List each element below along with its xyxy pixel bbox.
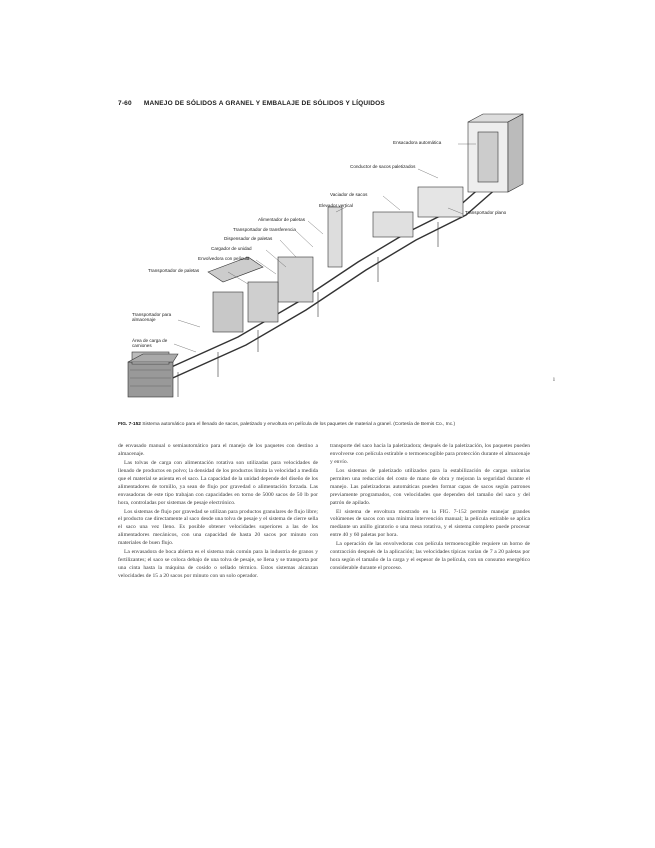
label-bag-loader: Ensacadora automática — [393, 140, 442, 145]
text-column-right — [330, 443, 530, 574]
paragraph: de envasado manual o semiautomático para el manejo de los paquetes con destino a almacenaje. — [118, 443, 318, 457]
conveyor-line-illustration — [118, 112, 528, 412]
label-conveyor-bags: Conductor de sacos paletizados — [350, 164, 416, 169]
paragraph: El sistema de envoltura mostrado en la FIG. 7-152 permite manejar grandes volúmenes de sacos con una mínima intervención manual; la película estirable se aplica mediante un anillo giratorio o una mesa rotativa, y el sistema completo puede procesar entre 40 y 60 paletas por hora. — [330, 508, 530, 539]
paragraph: transporte del saco hacia la paletizadora; después de la paletización, los paquetes pueden envolverse con película estirable o termoencogible para protección durante el almacenaje y envío. — [330, 443, 530, 465]
text-column-left — [118, 443, 318, 582]
label-pallet-feeder: Alimentador de paletas — [258, 217, 305, 222]
paragraph: La operación de las envolvedoras con película termoencogible requiere un horno de contracción después de la aplicación; las velocidades típicas varían de 7 a 20 paletas por hora según el tamaño de la carga y el espesor de la película, con un consumo energético considerable durante el proceso. — [330, 541, 530, 572]
label-flat-conveyor: Transportador plano — [465, 210, 507, 215]
caption-text: Sistema automático para el llenado de sacos, paletizado y envoltura en película de los paquetes de material a granel. (Cortesía de Bemis Co., Inc.) — [142, 422, 456, 427]
page-number: 7-60 — [118, 100, 132, 107]
label-stacker: Vaciador de sacos — [330, 192, 368, 197]
paragraph: La envasadora de boca abierta es el sistema más común para la industria de granos y fertilizantes; el saco se coloca debajo de una tolva de pesaje, se llena y se transporta por una cinta hasta la máquina de cosido o sellado térmico. Estos sistemas alcanzan velocidades de 15 a 20 sacos por minuto con un solo operador. — [118, 549, 318, 579]
label-transfer-conveyor: Transportador de transferencia — [233, 227, 296, 232]
figure-caption — [118, 422, 528, 428]
label-storage-conveyor: Transportador para almacenaje — [132, 312, 172, 323]
label-pallet-dispenser: Dispensador de paletas — [224, 236, 273, 241]
packaging-system-figure — [118, 112, 528, 412]
paragraph: Los sistemas de flujo por gravedad se utilizan para productos granulares de flujo libre; el producto cae directamente al saco desde una tolva de pesaje y el sistema de cierre sella el saco una vez lleno. Es posible obtener velocidades superiores a las de los alimentadores mecánicos, con una capacidad de hasta 20 sacos por minuto con materiales de buen flujo. — [118, 508, 318, 547]
paragraph: Las tolvas de carga con alimentación rotativa son utilizadas para velocidades de llenado de productos en polvo; la densidad de los productos limita la velocidad a medida que el material se asienta en el saco. La capacidad de la unidad depende del diseño de los alimentadores de tornillo, ya sean de flujo por gravedad o alimentación forzada. Las envasadoras de este tipo trabajan con capacidades en torno de 5000 sacos de 50 lb por hora, controladas por sistemas de pesaje electrónico. — [118, 459, 318, 506]
label-elevator: Elevador vertical — [319, 203, 353, 208]
label-shrink-wrap: Envolvedora con película — [198, 256, 250, 261]
label-pallet-transport: Transportador de paletas — [148, 268, 200, 273]
label-unit-loader: Cargador de unidad — [211, 246, 252, 251]
margin-mark: ı — [553, 375, 555, 383]
caption-fig-id: FIG. 7-152 — [118, 422, 141, 427]
header-title: MANEJO DE SÓLIDOS A GRANEL Y EMBALAJE DE SÓLIDOS Y LÍQUIDOS — [143, 100, 385, 107]
paragraph: Los sistemas de paletizado utilizados para la estabilización de cargas unitarias permiten una reducción del costo de mano de obra y mejoran la seguridad durante el manejo. Las paletizadoras automáticas pueden formar capas de sacos según patrones previamente programados, con velocidades que dependen del tamaño del saco y del patrón de apilado. — [330, 467, 530, 506]
running-header — [118, 100, 385, 107]
label-fork-truck-area: Área de carga de camiones — [132, 338, 168, 349]
